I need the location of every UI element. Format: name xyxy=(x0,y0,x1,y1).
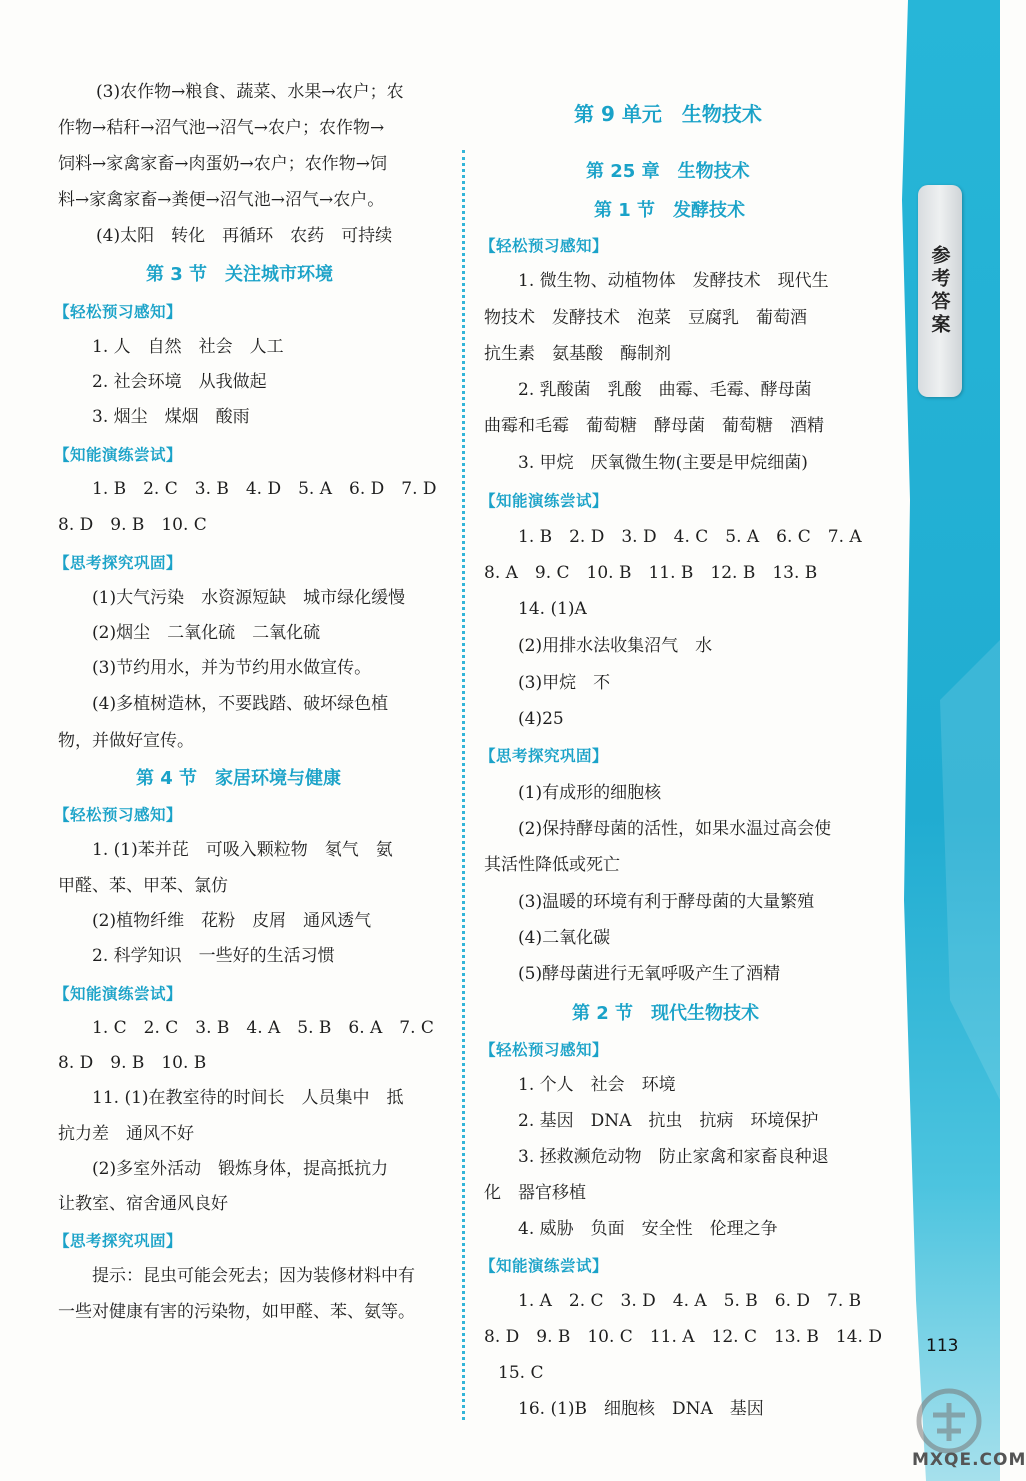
text-line: 抗力差 通风不好 xyxy=(58,1124,194,1144)
exercise-label: 【轻松预习感知】 xyxy=(480,1041,609,1059)
text-line: 1. C 2. C 3. B 4. A 5. B 6. A 7. C xyxy=(92,1018,434,1038)
text-line: 1. 个人 社会 环境 xyxy=(518,1075,676,1095)
text-line: 14. (1)A xyxy=(518,599,587,619)
exercise-label: 【思考探究巩固】 xyxy=(54,1232,183,1250)
text-line: 物技术 发酵技术 泡菜 豆腐乳 葡萄酒 xyxy=(484,308,807,328)
exercise-label: 【轻松预习感知】 xyxy=(480,237,609,255)
text-line: (3)温暖的环境有利于酵母菌的大量繁殖 xyxy=(518,892,815,912)
text-line: 抗生素 氨基酸 酶制剂 xyxy=(484,344,671,364)
text-line: (5)酵母菌进行无氧呼吸产生了酒精 xyxy=(518,964,781,984)
text-line: 2. 科学知识 一些好的生活习惯 xyxy=(92,946,335,966)
text-line: 15. C xyxy=(498,1363,544,1383)
watermark-text: MXQE.COM xyxy=(912,1450,1026,1470)
section-heading: 第 4 节 家居环境与健康 xyxy=(136,768,342,789)
exercise-label: 【知能演练尝试】 xyxy=(54,985,183,1003)
text-line: (2)多室外活动 锻炼身体，提高抵抗力 xyxy=(92,1159,389,1179)
text-line: 3. 烟尘 煤烟 酸雨 xyxy=(92,407,250,427)
text-line: 料→家禽家畜→粪便→沼气池→沼气→农户。 xyxy=(58,190,385,210)
section-heading: 第 2 节 现代生物技术 xyxy=(572,1003,760,1024)
page-number: 113 xyxy=(926,1336,959,1356)
exercise-label: 【思考探究巩固】 xyxy=(54,554,183,572)
text-line: 8. D 9. B 10. B xyxy=(58,1053,207,1073)
text-line: 4. 威胁 负面 安全性 伦理之争 xyxy=(518,1219,778,1239)
text-line: (2)用排水法收集沼气 水 xyxy=(518,636,713,656)
unit-heading: 第 9 单元 生物技术 xyxy=(574,102,762,126)
text-line: (4)太阳 转化 再循环 农药 可持续 xyxy=(96,226,393,246)
text-line: (4)25 xyxy=(518,709,564,729)
text-line: 2. 基因 DNA 抗虫 抗病 环境保护 xyxy=(518,1111,819,1131)
text-line: (3)农作物→粮食、蔬菜、水果→农户；农 xyxy=(96,82,404,102)
section-heading: 第 1 节 发酵技术 xyxy=(594,200,746,221)
side-tab-answers xyxy=(918,185,962,397)
text-line: (4)二氧化碳 xyxy=(518,928,611,948)
exercise-label: 【轻松预习感知】 xyxy=(54,303,183,321)
text-line: 一些对健康有害的污染物，如甲醛、苯、氨等。 xyxy=(58,1302,415,1322)
text-line: 8. D 9. B 10. C xyxy=(58,515,207,535)
text-line: 3. 甲烷 厌氧微生物(主要是甲烷细菌) xyxy=(518,453,808,473)
side-tab-label: 参考答案 xyxy=(928,245,951,337)
text-line: 作物→秸秆→沼气池→沼气→农户；农作物→ xyxy=(58,118,385,138)
text-line: 2. 社会环境 从我做起 xyxy=(92,372,267,392)
text-line: 化 器官移植 xyxy=(484,1183,586,1203)
text-line: 3. 拯救濒危动物 防止家禽和家畜良种退 xyxy=(518,1147,829,1167)
text-line: (3)甲烷 不 xyxy=(518,673,611,693)
text-line: 甲醛、苯、甲苯、氯仿 xyxy=(58,876,228,896)
section-heading: 第 3 节 关注城市环境 xyxy=(146,264,334,285)
exercise-label: 【知能演练尝试】 xyxy=(54,446,183,464)
text-line: 其活性降低或死亡 xyxy=(484,855,620,875)
text-line: 1. 人 自然 社会 人工 xyxy=(92,337,284,357)
text-line: 1. 微生物、动植物体 发酵技术 现代生 xyxy=(518,271,829,291)
text-line: (3)节约用水，并为节约用水做宣传。 xyxy=(92,658,372,678)
exercise-label: 【思考探究巩固】 xyxy=(480,747,609,765)
text-line: 提示：昆虫可能会死去；因为装修材料中有 xyxy=(92,1266,415,1286)
text-line: (2)保持酵母菌的活性，如果水温过高会使 xyxy=(518,819,832,839)
text-line: 让教室、宿舍通风良好 xyxy=(58,1194,228,1214)
text-line: 曲霉和毛霉 葡萄糖 酵母菌 葡萄糖 酒精 xyxy=(484,416,824,436)
text-line: (1)大气污染 水资源短缺 城市绿化缓慢 xyxy=(92,588,406,608)
column-divider xyxy=(462,150,465,1420)
text-line: (2)烟尘 二氧化硫 二氧化硫 xyxy=(92,623,321,643)
text-line: 2. 乳酸菌 乳酸 曲霉、毛霉、酵母菌 xyxy=(518,380,812,400)
exercise-label: 【轻松预习感知】 xyxy=(54,806,183,824)
exercise-label: 【知能演练尝试】 xyxy=(480,492,609,510)
text-line: 饲料→家禽家畜→肉蛋奶→农户；农作物→饲 xyxy=(58,154,387,174)
text-line: (4)多植树造林，不要践踏、破坏绿色植 xyxy=(92,694,389,714)
text-line: 16. (1)B 细胞核 DNA 基因 xyxy=(518,1399,764,1419)
chapter-heading: 第 25 章 生物技术 xyxy=(586,161,750,182)
text-line: (2)植物纤维 花粉 皮屑 通风透气 xyxy=(92,911,372,931)
text-line: 8. D 9. B 10. C 11. A 12. C 13. B 14. D xyxy=(484,1327,882,1347)
text-line: 1. B 2. D 3. D 4. C 5. A 6. C 7. A xyxy=(518,527,862,547)
text-line: 11. (1)在教室待的时间长 人员集中 抵 xyxy=(92,1088,404,1108)
text-line: 1. A 2. C 3. D 4. A 5. B 6. D 7. B xyxy=(518,1291,862,1311)
text-line: 物，并做好宣传。 xyxy=(58,731,194,751)
text-line: 1. (1)苯并芘 可吸入颗粒物 氡气 氨 xyxy=(92,840,393,860)
text-line: 8. A 9. C 10. B 11. B 12. B 13. B xyxy=(484,563,818,583)
exercise-label: 【知能演练尝试】 xyxy=(480,1257,609,1275)
text-line: 1. B 2. C 3. B 4. D 5. A 6. D 7. D xyxy=(92,479,437,499)
text-line: (1)有成形的细胞核 xyxy=(518,783,662,803)
